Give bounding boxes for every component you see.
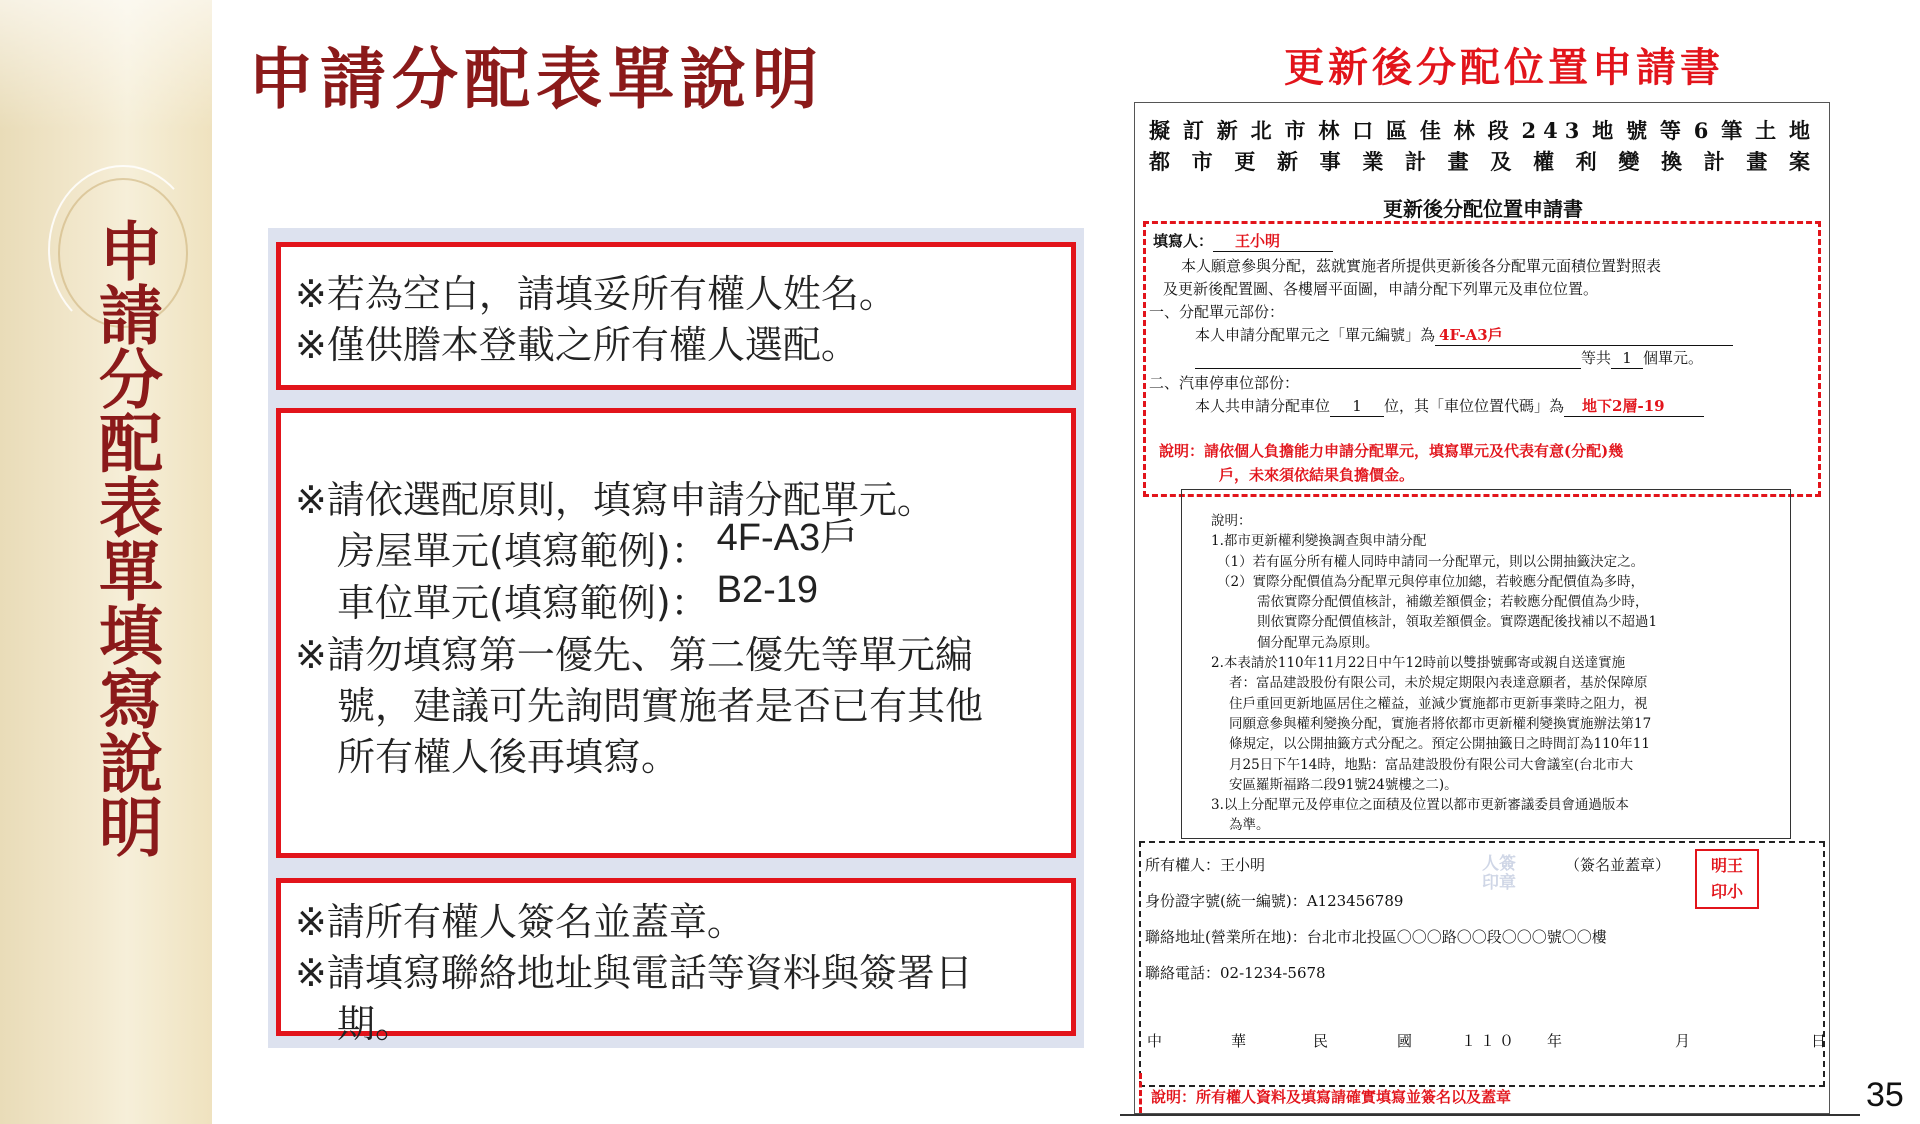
- instruction-line: ※請所有權人簽名並蓋章。: [295, 900, 745, 944]
- footer-red-note: 說明：所有權人資料及填寫請確實填寫並簽名以及蓋章: [1151, 1088, 1512, 1106]
- signature-stamp-placeholder: 人簽印章: [1482, 854, 1516, 893]
- section1-count-row: [1195, 348, 1703, 369]
- instruction-box-allocation: [276, 408, 1076, 858]
- bottom-rule: [1120, 1114, 1860, 1116]
- notes-line: 安區羅斯福路二段91號24號樓之二)。: [1229, 776, 1458, 793]
- notes-line: 則依實際分配價值核計，領取差額價金。實際選配後找補以不超過1: [1257, 614, 1658, 631]
- form-header: [1149, 115, 1817, 177]
- date-year: １１０: [1461, 1032, 1519, 1050]
- id-number: 身份證字號(統一編號)：A123456789: [1145, 892, 1404, 910]
- sign-note: （簽名並蓋章）: [1565, 856, 1671, 874]
- instruction-line: 期。: [337, 1002, 414, 1046]
- filler-name: 王小明: [1213, 231, 1333, 252]
- date-char: 月: [1675, 1032, 1691, 1050]
- notes-line: 個分配單元為原則。: [1257, 634, 1379, 651]
- instruction-line: ※請依選配原則，填寫申請分配單元。: [295, 478, 935, 522]
- notes-line: 需依實際分配價值核計，補繳差額價金；若較應分配價值為少時，: [1257, 594, 1649, 611]
- section1-row: [1195, 325, 1733, 346]
- notes-block: [1205, 511, 1789, 836]
- notes-line: 住戶重回更新地區居住之權益，並減少實施都市更新事業時之阻力，視: [1229, 695, 1648, 712]
- page-title: 申請分配表單說明: [248, 40, 824, 118]
- instruction-panel: [268, 228, 1084, 1048]
- form-header-line: 擬訂新北市林口區佳林段243地號等6筆土地: [1149, 118, 1817, 143]
- parking-unit-label: 車位單元(填寫範例)：: [337, 581, 709, 625]
- intro-line: 本人願意參與分配，茲就實施者所提供更新後各分配單元面積位置對照表: [1181, 257, 1662, 275]
- notes-line: （1）若有區分所有權人同時申請同一分配單元，則以公開抽籤決定之。: [1217, 553, 1645, 570]
- instruction-line: ※若為空白，請填妥所有權人姓名。: [295, 272, 897, 316]
- section1-unit-value: 4F-A3戶: [1435, 325, 1733, 346]
- notes-line: 說明：: [1211, 513, 1252, 529]
- count-pre: 等共: [1581, 349, 1612, 367]
- parking-unit-example: [295, 569, 1057, 630]
- form-subtitle: 更新後分配位置申請書: [1383, 197, 1583, 221]
- instruction-line: ※請勿填寫第一優先、第二優先等單元編: [295, 633, 973, 677]
- section2-text: 本人共申請分配車位: [1195, 397, 1331, 415]
- filler-row: [1153, 231, 1333, 252]
- intro-line: 及更新後配置圖、各樓層平面圖，申請分配下列單元及車位位置。: [1163, 280, 1599, 298]
- contact-phone: 聯絡電話：02-1234-5678: [1145, 964, 1326, 982]
- notes-line: 者：富品建設股份有限公司，未於規定期限內表達意願者，基於保障原: [1229, 675, 1648, 692]
- instruction-line: 號，建議可先詢問實施者是否已有其他: [337, 684, 984, 728]
- left-decorative-band: [0, 0, 212, 1124]
- notes-line: 1.都市更新權利變換調查與申請分配: [1211, 533, 1427, 550]
- instruction-box-owner-name: [276, 242, 1076, 390]
- parking-count: 1: [1330, 396, 1384, 417]
- band-shine: [0, 0, 212, 130]
- date-char: 中: [1147, 1032, 1163, 1050]
- red-note-line: 戶，未來須依結果負擔價金。: [1219, 466, 1415, 484]
- notes-line: 同願意參與權利變換分配，實施者將依都市更新權利變換實施辦法第17: [1229, 715, 1652, 732]
- form-header-line: 都市更新事業計畫及權利變換計畫案: [1149, 149, 1817, 174]
- section1-title: 一、分配單元部份：: [1149, 303, 1285, 321]
- notes-line: 2.本表請於110年11月22日中午12時前以雙掛號郵寄或親自送達實施: [1211, 655, 1626, 672]
- parking-unit-value: B2-19: [716, 569, 819, 611]
- blank-underline: [1195, 348, 1581, 369]
- date-char: 民: [1313, 1032, 1329, 1050]
- instruction-line: ※僅供謄本登載之所有權人選配。: [295, 323, 859, 367]
- notes-line: （2）實際分配價值為分配單元與停車位加總，若較應分配價值為多時，: [1217, 573, 1645, 590]
- instruction-line: ※請填寫聯絡地址與電話等資料與簽署日: [295, 951, 973, 995]
- contact-address: 聯絡地址(營業所在地)：台北市北投區〇〇〇路〇〇段〇〇〇號〇〇樓: [1145, 928, 1607, 946]
- filler-label: 填寫人：: [1153, 232, 1214, 250]
- section2-text2: 位，其「車位位置代碼」為: [1384, 397, 1565, 415]
- unit-count: 1: [1611, 348, 1643, 369]
- red-note-line: 說明：請依個人負擔能力申請分配單元，填寫單元及代表有意(分配)幾: [1159, 442, 1624, 460]
- notes-line: 3.以上分配單元及停車位之面積及位置以都市更新審議委員會通過版本: [1211, 797, 1629, 814]
- instruction-line: 所有權人後再填寫。: [337, 735, 680, 779]
- section1-text: 本人申請分配單元之「單元編號」為: [1195, 326, 1436, 344]
- count-post: 個單元。: [1643, 349, 1704, 367]
- section2-title: 二、汽車停車位部份：: [1149, 374, 1300, 392]
- application-form: [1134, 102, 1830, 1114]
- house-unit-example: [295, 517, 1057, 578]
- vertical-title: 申請分配表單填寫說明: [88, 218, 163, 858]
- section2-row: [1195, 396, 1704, 417]
- owner-name: 所有權人：王小明: [1145, 856, 1266, 874]
- seal-text: 明王: [1710, 856, 1743, 875]
- house-unit-value: 4F-A3戶: [716, 517, 859, 559]
- form-heading: 更新後分配位置申請書: [1284, 44, 1724, 91]
- seal-text: 印小: [1710, 882, 1743, 901]
- notes-line: 月25日下午14時，地點：富品建設股份有限公司大會議室(台北市大: [1229, 756, 1634, 773]
- date-char: 國: [1397, 1032, 1413, 1050]
- notes-line: 條規定，以公開抽籤方式分配之。預定公開抽籤日之時間訂為110年11: [1229, 736, 1650, 753]
- instruction-box-signature: [276, 878, 1076, 1046]
- date-char: 日: [1811, 1032, 1827, 1050]
- date-char: 華: [1231, 1032, 1247, 1050]
- date-char: 年: [1547, 1032, 1563, 1050]
- house-unit-label: 房屋單元(填寫範例)：: [337, 529, 709, 573]
- parking-code-value: 地下2層-19: [1564, 396, 1704, 417]
- notes-line: 為準。: [1229, 817, 1270, 834]
- page-number: 35: [1866, 1076, 1904, 1114]
- owner-seal-stamp: [1695, 849, 1759, 909]
